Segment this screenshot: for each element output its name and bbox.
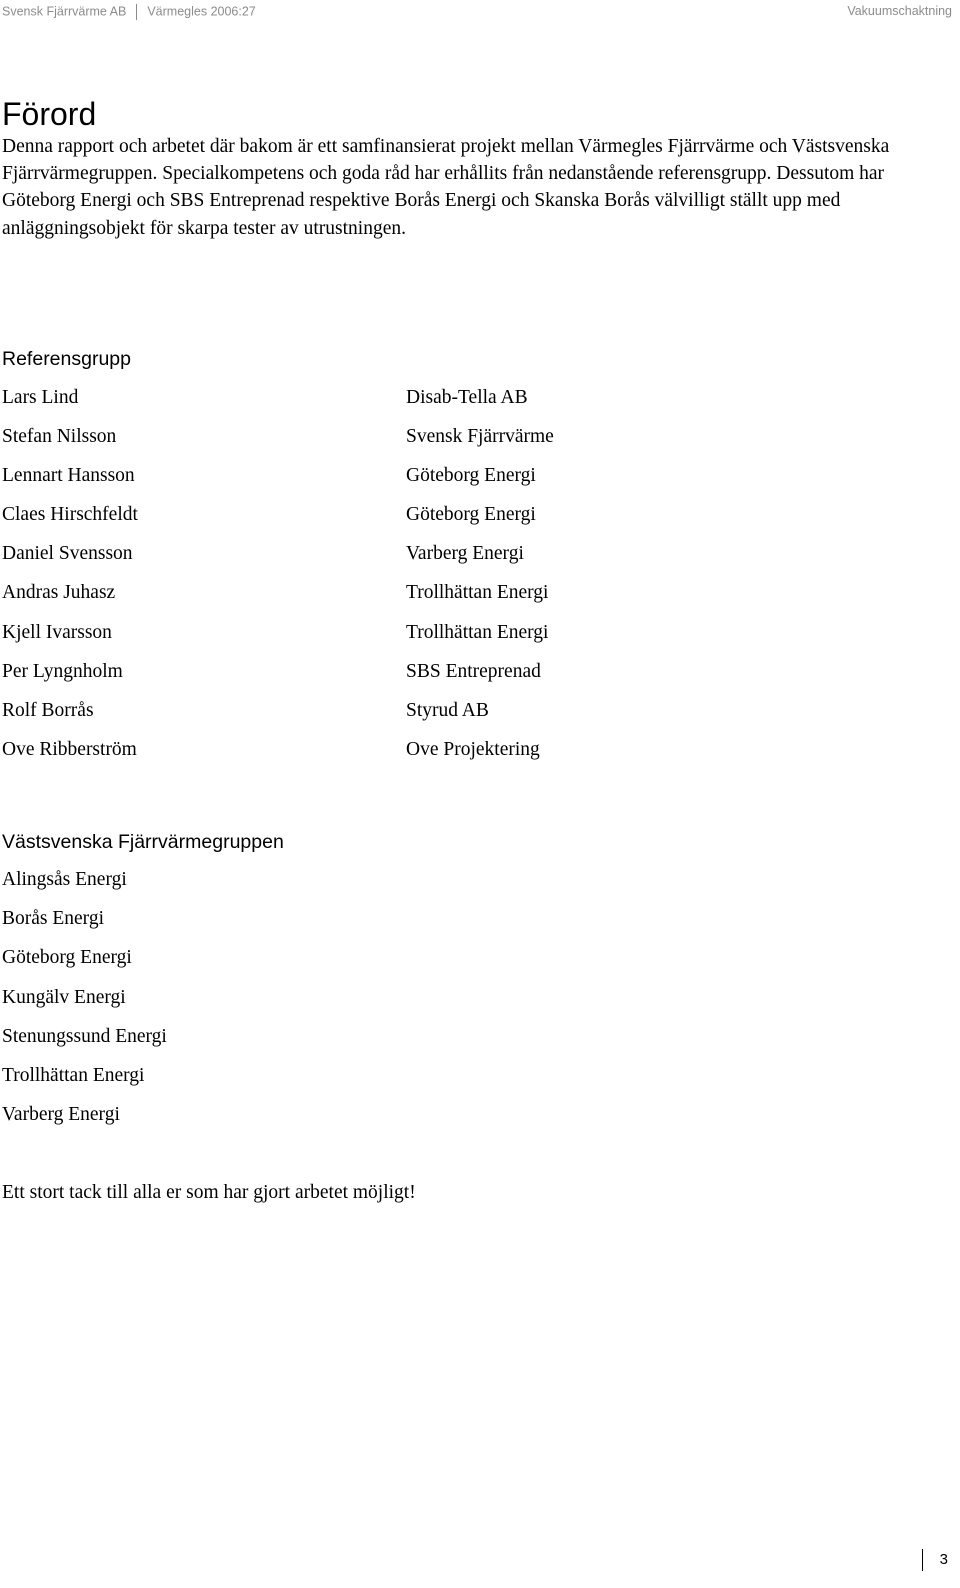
member-name: Per Lyngnholm [2,660,123,682]
list-item [2,579,702,618]
header-divider [136,4,137,20]
list-item [2,423,702,462]
member-org: Ove Projektering [406,738,540,760]
page-header [0,0,960,24]
header-report: Värmegles 2006:27 [147,4,256,19]
member-org: Svensk Fjärrvärme [406,426,554,448]
member-name: Kjell Ivarsson [2,621,112,643]
member-name: Ove Ribberström [2,738,137,760]
page-title: Förord [2,96,97,132]
list-item [2,540,702,579]
list-item: Borås Energi [2,908,104,930]
member-org: Göteborg Energi [406,465,536,487]
western-group-list [2,866,167,1140]
list-item: Varberg Energi [2,1104,120,1126]
list-item: Trollhättan Energi [2,1064,145,1086]
thanks-text: Ett stort tack till alla er som har gjort arbetet möjligt! [2,1182,416,1203]
list-item [2,501,702,540]
list-item [2,384,702,423]
list-item: Kungälv Energi [2,986,126,1008]
list-item [2,462,702,501]
member-org: Trollhättan Energi [406,582,549,604]
page-number: 3 [939,1551,948,1568]
list-item [2,736,702,775]
member-org: Trollhättan Energi [406,621,549,643]
western-group-heading: Västsvenska Fjärrvärmegruppen [2,831,284,853]
page-number-divider [922,1549,923,1571]
member-org: Göteborg Energi [406,504,536,526]
list-item [2,658,702,697]
member-name: Daniel Svensson [2,543,133,565]
reference-group-list [2,384,702,775]
member-name: Andras Juhasz [2,582,116,604]
header-left [2,4,256,20]
list-item [2,697,702,736]
list-item: Stenungssund Energi [2,1025,167,1047]
member-name: Lars Lind [2,387,79,408]
intro-paragraph: Denna rapport och arbetet där bakom är ett samfinansierat projekt mellan Värmegles Fjärrvärme och Västsvenska Fjärrvärmegruppen. Specialkompetens och goda råd har erhållits från nedanstående referensgrupp. Dessutom har Göteborg Energi och SBS Entreprenad respektive Borås Energi och Skanska Borås välvilligt ställt upp med anläggningsobjekt för skarpa tester av utrustningen. [2,136,890,239]
member-name: Stefan Nilsson [2,426,117,448]
member-org: Styrud AB [406,699,489,721]
header-topic: Vakuumschaktning [847,4,952,18]
member-org: Varberg Energi [406,543,524,565]
list-item: Alingsås Energi [2,869,127,890]
member-name: Rolf Borrås [2,699,94,721]
list-item [2,619,702,658]
member-name: Claes Hirschfeldt [2,504,138,526]
member-name: Lennart Hansson [2,465,135,487]
member-org: Disab-Tella AB [406,387,528,408]
member-org: SBS Entreprenad [406,660,541,682]
reference-group-heading: Referensgrupp [2,348,131,370]
list-item: Göteborg Energi [2,947,132,969]
header-company: Svensk Fjärrvärme AB [2,4,127,19]
